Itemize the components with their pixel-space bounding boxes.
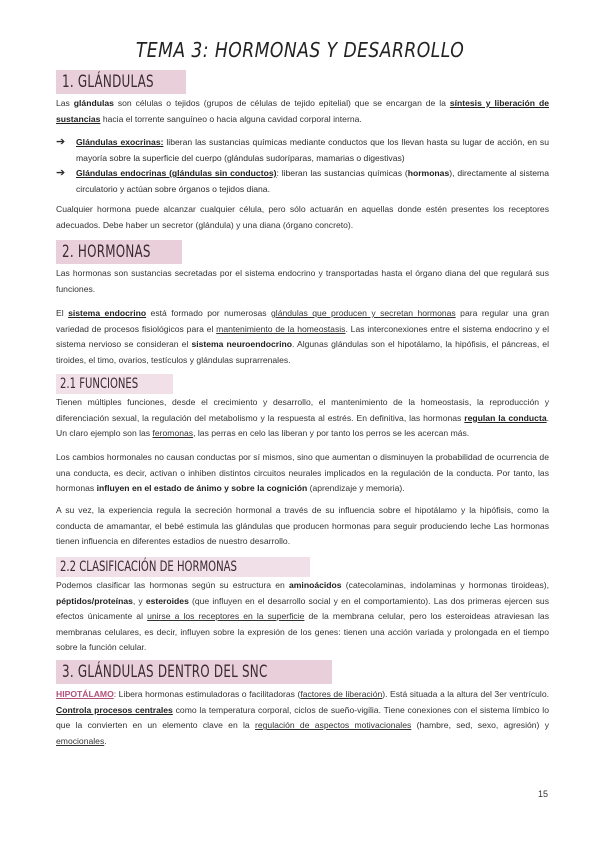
list-item-exocrinas: ➔ Glándulas exocrinas: liberan las sustancias químicas mediante conductos que los llevan hasta su lugar de acción, en su mayoría sobre la superficie del cuerpo (glándulas sudoríparas, mamarias o digestivas) bbox=[56, 135, 549, 166]
heading-funciones: 2.1 FUNCIONES bbox=[56, 374, 173, 394]
paragraph-receptores: Cualquier hormona puede alcanzar cualquier célula, pero sólo actuarán en aquellas donde estén presentes los receptores adecuados. Debe haber un secretor (glándula) y una diana (órgano concreto). bbox=[56, 204, 549, 230]
arrow-icon: ➔ bbox=[56, 136, 66, 148]
paragraph-clasificacion: Podemos clasificar las hormonas según su estructura en aminoácidos (catecolaminas, indolaminas y hormonas tiroideas), péptidos/proteínas, y esteroides (que influyen en el desarrollo social y en el comportamiento). Las dos primeras ejercen sus efectos únicamente al unirse a los receptores en la superficie de la membrana celular, pero los esteroideas atraviesan las membranas celulares, es decir, influyen sobre la expresión de los genes: tienen una acción variada y prolongada en el tiempo sobre la función celular. bbox=[56, 580, 549, 653]
paragraph-sistema-endocrino: El sistema endocrino está formado por numerosas glándulas que producen y secretan hormonas para regular una gran variedad de procesos fisiológicos para el mantenimiento de la homeostasis. Las interconexiones entre el sistema endocrino y el sistema nervioso se consideran el sistema neuroendocrino. Algunas glándulas son el hipotálamo, la hipófisis, el páncreas, el tiroides, el timo, ovarios, testículos y glándulas suprarrenales. bbox=[56, 308, 549, 365]
paragraph-hipotalamo: HIPOTÁLAMO: Libera hormonas estimuladoras o facilitadoras (factores de liberación). Está situada a la altura del 3er ventrículo. Controla procesos centrales como la temperatura corporal, ciclos de sueño-vigilia. Tiene conexiones con el sistema límbico lo que la convierten en un elemento clave en la regulación de aspectos motivacionales (hambre, sed, sexo, agresión) y emocionales. bbox=[56, 689, 550, 746]
heading-hormonas: 2. HORMONAS bbox=[56, 240, 182, 264]
arrow-icon: ➔ bbox=[56, 167, 66, 180]
heading-glandulas: 1. GLÁNDULAS bbox=[56, 70, 186, 94]
paragraph-experiencia: A su vez, la experiencia regula la secreción hormonal a través de su influencia sobre el hipotálamo y la hipófisis, como la conducta de amamantar, el bebé estimula las glándulas que producen hormonas para seguir produciendo leche Las hormonas tienen influencia en diferentes estadios de nuestro desarrollo. bbox=[56, 505, 549, 547]
paragraph-glandulas-intro: Las glándulas son células o tejidos (grupos de células de tejido epitelial) que se encargan de la síntesis y liberación de sustancias hacia el torrente sanguíneo o hacia alguna cavidad corporal interna. bbox=[56, 98, 549, 124]
page-number: 15 bbox=[538, 789, 549, 799]
list-item-endocrinas: ➔ Glándulas endocrinas (glándulas sin conductos): liberan las sustancias químicas (hormonas), directamente al sistema circulatorio y actúan sobre órganos o tejidos diana. bbox=[56, 166, 549, 197]
gland-types-list bbox=[56, 135, 549, 197]
heading-glandulas-snc: 3. GLÁNDULAS DENTRO DEL SNC bbox=[56, 660, 332, 684]
page-title: TEMA 3: HORMONAS Y DESARROLLO bbox=[135, 38, 465, 62]
heading-clasificacion: 2.2 CLASIFICACIÓN DE HORMONAS bbox=[56, 557, 310, 577]
paragraph-funciones: Tienen múltiples funciones, desde el crecimiento y desarrollo, el mantenimiento de la homeostasis, la reproducción y diferenciación sexual, la regulación del metabolismo y la respuesta al estrés. En definitiva, las hormonas regulan la conducta. Un claro ejemplo son las feromonas, las perras en celo las liberan y por tanto los perros se les acercan más. bbox=[56, 397, 549, 439]
paragraph-cambios-hormonales: Los cambios hormonales no causan conductas por sí mismos, sino que aumentan o disminuyen la probabilidad de ocurrencia de una conducta, es decir, activan o inhiben distintos circuitos neurales implicados en la regulación de la conducta. Por tanto, las hormonas influyen en el estado de ánimo y sobre la cognición (aprendizaje y memoria). bbox=[56, 452, 549, 494]
paragraph-hormonas-def: Las hormonas son sustancias secretadas por el sistema endocrino y transportadas hasta el órgano diana del que regulará sus funciones. bbox=[56, 268, 549, 294]
